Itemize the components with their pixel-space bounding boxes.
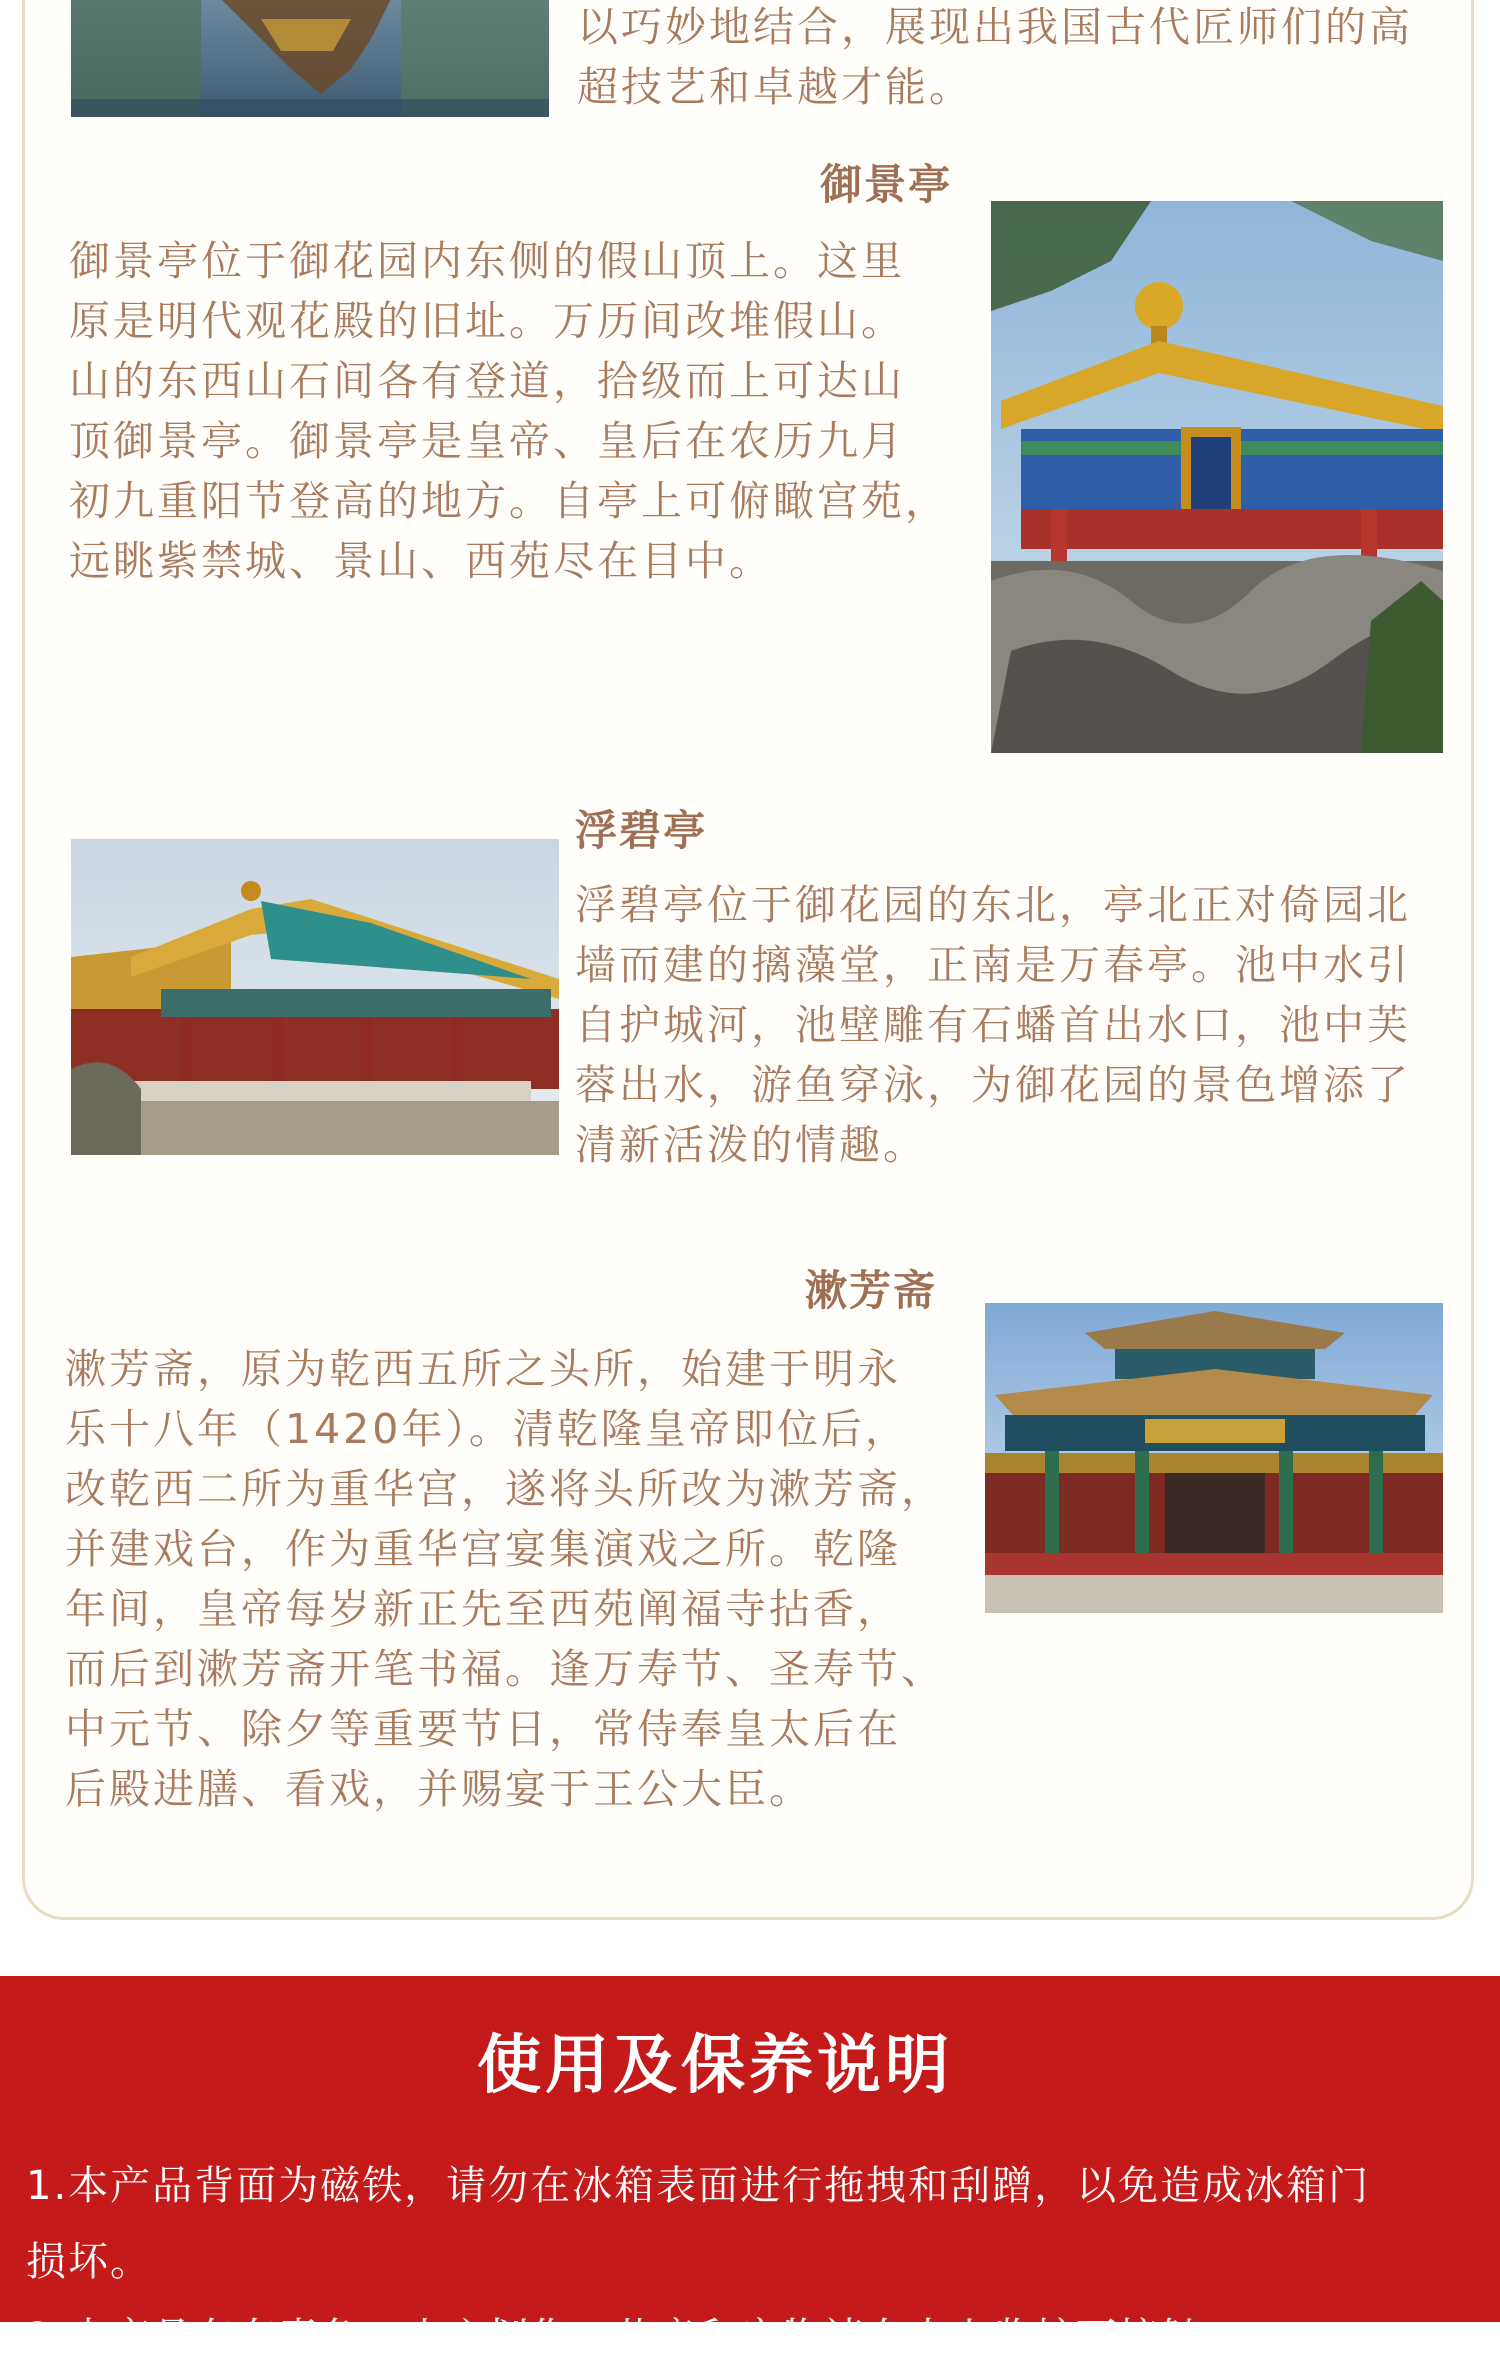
fubiting-photo (71, 839, 559, 1155)
text-line: 山的东西山石间各有登道，拾级而上可达山 (69, 357, 905, 405)
usage-line: 损坏。 (26, 2239, 152, 2285)
usage-section (0, 1976, 1500, 2361)
text-line: 蓉出水，游鱼穿泳，为御花园的景色增添了 (575, 1061, 1411, 1109)
text-line: 清新活泼的情趣。 (575, 1121, 927, 1169)
section-title-shufangzhai: 漱芳斋 (805, 1266, 938, 1315)
shufangzhai-photo (985, 1303, 1443, 1613)
text-line: 漱芳斋，原为乾西五所之头所，始建于明永 (65, 1345, 901, 1393)
yujingting-photo (991, 201, 1443, 753)
intro-text (577, 0, 1413, 117)
text-line: 而后到漱芳斋开笔书福。逢万寿节、圣寿节、 (65, 1645, 945, 1693)
text-line: 并建戏台，作为重华宫宴集演戏之所。乾隆 (65, 1525, 901, 1573)
section-text-shufangzhai (65, 1339, 945, 1819)
section-text-fubiting (575, 875, 1411, 1175)
text-line: 顶御景亭。御景亭是皇帝、皇后在农历九月 (69, 417, 905, 465)
text-line: 年间，皇帝每岁新正先至西苑阐福寺拈香， (65, 1585, 901, 1633)
usage-line: 1.本产品背面为磁铁，请勿在冰箱表面进行拖拽和刮蹭，以免造成冰箱门 (26, 2163, 1371, 2209)
usage-text (26, 2148, 1370, 2376)
text-line: 浮碧亭位于御花园的东北，亭北正对倚园北 (575, 881, 1411, 929)
usage-line: 2.本产品存有毒角，小心划伤，儿童和宠物请在大人监护下接触。 (26, 2315, 1245, 2361)
section-title-yujingting: 御景亭 (820, 160, 953, 209)
text-line: 御景亭位于御花园内东侧的假山顶上。这里 (69, 237, 905, 285)
text-line: 墙而建的摛藻堂，正南是万春亭。池中水引 (575, 941, 1411, 989)
text-line: 远眺紫禁城、景山、西苑尽在目中。 (69, 537, 773, 585)
intro-line: 以巧妙地结合，展现出我国古代匠师们的高 (577, 3, 1413, 51)
section-title-fubiting: 浮碧亭 (575, 806, 708, 855)
text-line: 乐十八年（1420年）。清乾隆皇帝即位后， (65, 1405, 909, 1453)
content-card (22, 0, 1474, 1920)
text-line: 中元节、除夕等重要节日，常侍奉皇太后在 (65, 1705, 901, 1753)
text-line: 初九重阳节登高的地方。自亭上可俯瞰宫苑， (69, 477, 949, 525)
text-line: 改乾西二所为重华宫，遂将头所改为漱芳斋， (65, 1465, 945, 1513)
usage-title: 使用及保养说明 (477, 2029, 953, 2103)
text-line: 原是明代观花殿的旧址。万历间改堆假山。 (69, 297, 905, 345)
text-line: 后殿进膳、看戏，并赐宴于王公大臣。 (65, 1765, 813, 1813)
intro-line: 超技艺和卓越才能。 (577, 63, 973, 111)
section-text-yujingting (69, 231, 949, 591)
pavilion-reflection-photo (71, 0, 549, 117)
text-line: 自护城河，池壁雕有石蟠首出水口，池中芙 (575, 1001, 1411, 1049)
